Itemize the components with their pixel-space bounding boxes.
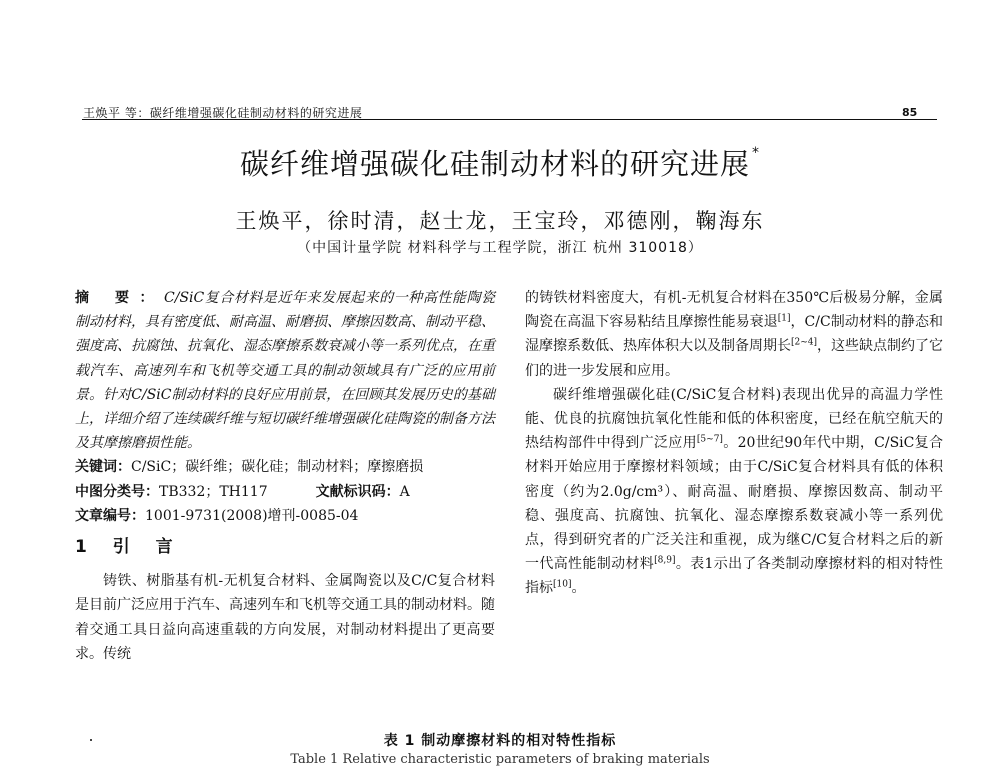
section-heading-introduction: 1 引 言 [75,537,183,558]
intro-paragraph-1-continued [525,286,943,383]
abstract-text: C/SiC复合材料是近年来发展起来的一种高性能陶瓷制动材料，具有密度低、耐高温、耐磨损、摩擦因数高、制动平稳、强度高、抗腐蚀、抗氧化、湿态摩擦系数衰减小等一系列优点，在重载汽车、高速列车和飞机等交通工具的制动领域具有广泛的应用前景。针对C/SiC制动材料的良好应用前景，在回顾其发展历史的基础上，详细介绍了连续碳纤维与短切碳纤维增强碳化硅陶瓷的制备方法及其摩擦磨损性能。 [75,290,495,452]
keywords-label: 关键词： [75,459,131,476]
header-rule [82,119,937,120]
abstract-label: 摘 要： [75,290,165,306]
clc-value: TB332；TH117 [159,483,268,500]
table-1-caption: 表 1 制动摩擦材料的相对特性指标 [383,733,617,749]
running-header: 王焕平 等：碳纤维增强碳化硅制动材料的研究进展 [83,106,363,120]
article-id-value: 1001-9731(2008)增刊-0085-04 [145,507,359,524]
keywords [75,455,495,479]
doc-code-label: 文献标识码： [315,483,400,500]
left-column [75,286,495,666]
title-text: 碳纤维增强碳化硅制动材料的研究进展 [239,147,750,181]
abstract [75,286,495,455]
citation-ref: [5~7] [696,434,723,445]
para1-cont-c: ，这些缺点制约了它们的进一步发展和应用。 [525,338,944,379]
para2-c: 。表1示出了各类制动摩擦材料的相对特性指标 [525,556,944,597]
article-id-label: 文章编号： [75,507,145,524]
keywords-value: C/SiC；碳纤维；碳化硅；制动材料；摩擦磨损 [131,459,424,476]
para2-a: 碳纤维增强碳化硅(C/SiC复合材料)表现出优异的高温力学性能、优良的抗腐蚀抗氧化性能和低的体积密度，已经在航空航天的热结构部件中得到广泛应用 [525,386,943,452]
para1-cont-b: ，C/C制动材料的静态和湿摩擦系数低、热库体积大以及制备周期长 [525,314,944,355]
para2-d: 。 [571,580,586,597]
intro-paragraph-2 [525,383,943,601]
affiliation: （中国计量学院 材料科学与工程学院，浙江 杭州 310018） [297,240,703,256]
para1-cont-a: 的铸铁材料密度大，有机-无机复合材料在350℃后极易分解，金属陶瓷在高温下容易粘结且摩擦性能易衰退 [525,290,943,331]
right-column [525,286,943,601]
page-number: 85 [902,106,918,119]
citation-ref: [10] [553,579,572,590]
citation-ref: [2~4] [791,337,818,348]
clc-label: 中图分类号： [75,483,159,500]
doc-code-value: A [399,483,410,500]
title-footnote-marker: * [752,145,760,162]
article-title [0,142,1000,183]
citation-ref: [1] [777,313,791,324]
intro-paragraph-1: 铸铁、树脂基有机-无机复合材料、金属陶瓷以及C/C复合材料是目前广泛应用于汽车、高速列车和飞机等交通工具的制动材料。随着交通工具日益向高速重载的方向发展，对制动材料提出了更高要求。传统 [75,573,495,662]
article-id-line [75,504,495,528]
citation-ref: [8,9] [654,555,676,566]
table-1-caption-english: Table 1 Relative characteristic parameters of braking materials [290,752,710,767]
para2-b: 。20世纪90年代中期，C/SiC复合材料开始应用于摩擦材料领域；由于C/SiC复合材料具有低的体积密度（约为2.0g/cm³）、耐高温、耐磨损、摩擦因数高、制动平稳、强度高、抗腐蚀、抗氧化、湿态摩擦系数衰减小等一系列优点，得到研究者的广泛关注和重视，成为继C/C复合材料之后的新一代高性能制动材料 [525,435,944,573]
classification-line [75,480,495,504]
author-list: 王焕平，徐时清，赵士龙，王宝玲，邓德刚，鞠海东 [235,209,765,233]
